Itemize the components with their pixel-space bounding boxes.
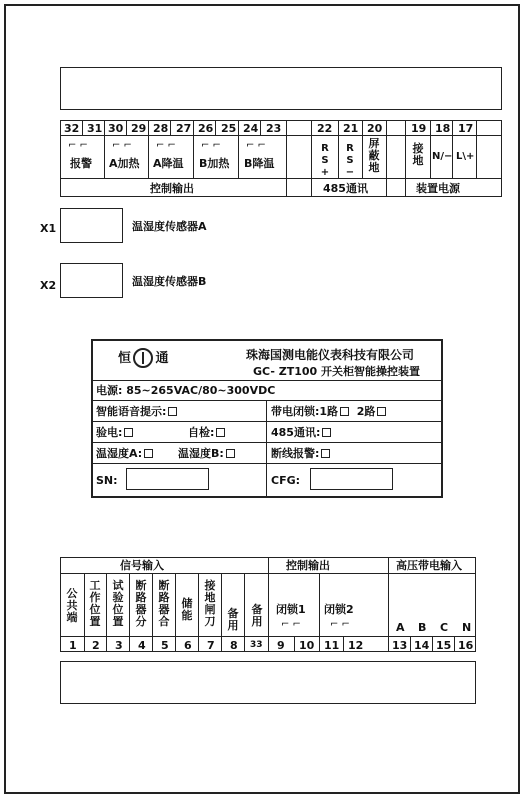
- terminal-number: 13: [392, 639, 408, 652]
- terminal-number: 19: [411, 122, 427, 135]
- terminal-number: 30: [108, 122, 124, 135]
- terminal-number: 1: [69, 639, 77, 652]
- signal-label: 接 地 闸 刀: [204, 579, 216, 628]
- group-485: 485通讯: [323, 182, 368, 195]
- selftest-checkbox[interactable]: [216, 428, 225, 437]
- phase-label: N: [462, 621, 472, 634]
- terminal-number: 6: [184, 639, 192, 652]
- sensor-a-box: [60, 208, 123, 243]
- label-ground: 接 地: [412, 142, 424, 167]
- phase-label: B: [418, 621, 427, 634]
- terminal-number: 20: [367, 122, 383, 135]
- comm-checkbox[interactable]: [322, 428, 331, 437]
- sn-label: SN:: [96, 474, 118, 487]
- label-shield: 屏 蔽 地: [368, 137, 380, 174]
- terminal-number: 23: [266, 122, 282, 135]
- check-label: 验电:: [96, 427, 133, 438]
- terminal-number: 33: [250, 640, 263, 650]
- sn-field[interactable]: [126, 468, 209, 490]
- terminal-number: 17: [458, 122, 474, 135]
- phase-label: C: [440, 621, 449, 634]
- sensor-b-box: [60, 263, 123, 298]
- label-b-heat: B加热: [199, 157, 230, 170]
- terminal-number: 5: [161, 639, 169, 652]
- sensor-tag-x2: X2: [40, 279, 57, 292]
- terminal-number: 18: [435, 122, 451, 135]
- voice-label: 智能语音提示:: [96, 406, 177, 417]
- break-alarm-checkbox[interactable]: [321, 449, 330, 458]
- terminal-number: 28: [153, 122, 169, 135]
- terminal-number: 26: [198, 122, 214, 135]
- terminal-number: 32: [64, 122, 80, 135]
- terminal-number: 4: [138, 639, 146, 652]
- label-n: N/−: [432, 151, 453, 162]
- terminal-number: 15: [436, 639, 452, 652]
- lock2-checkbox[interactable]: [377, 407, 386, 416]
- th-a-label: 温湿度A:: [96, 448, 153, 459]
- relay-contact-icon: ⌐ ⌐: [330, 619, 350, 630]
- phase-label: A: [396, 621, 405, 634]
- signal-label: 断 路 器 分: [135, 579, 147, 628]
- terminal-number: 11: [324, 639, 340, 652]
- signal-label: 断 路 器 合: [158, 579, 170, 628]
- signal-label: 工 作 位 置: [89, 579, 101, 628]
- th-b-checkbox[interactable]: [226, 449, 235, 458]
- lock1-label: 闭锁1: [276, 603, 306, 616]
- terminal-number: 8: [230, 639, 238, 652]
- group-signal-input: 信号输入: [120, 559, 164, 572]
- terminal-number: 14: [414, 639, 430, 652]
- terminal-number: 7: [207, 639, 215, 652]
- product-name: GC- ZT100 开关柜智能操控装置: [253, 365, 421, 378]
- lock1-checkbox[interactable]: [340, 407, 349, 416]
- cfg-label: CFG:: [271, 474, 301, 487]
- power-spec: 电源: 85~265VAC/80~300VDC: [96, 384, 276, 397]
- company-name: 珠海国测电能仪表科技有限公司: [246, 348, 415, 362]
- terminal-number: 10: [299, 639, 315, 652]
- lock-label: 带电闭锁:1路 2路: [271, 406, 386, 417]
- terminal-number: 31: [87, 122, 103, 135]
- label-rs-plus: R S +: [320, 143, 330, 178]
- relay-contact-icon: ⌐ ⌐: [201, 140, 221, 151]
- th-b-label: 温湿度B:: [178, 448, 235, 459]
- terminal-number: 21: [343, 122, 359, 135]
- terminal-number: 25: [221, 122, 237, 135]
- terminal-number: 12: [348, 639, 364, 652]
- label-a-cool: A降温: [153, 157, 184, 170]
- label-alarm: 报警: [70, 157, 92, 170]
- relay-contact-icon: ⌐ ⌐: [112, 140, 132, 151]
- terminal-number: 29: [131, 122, 147, 135]
- break-alarm-label: 断线报警:: [271, 448, 330, 459]
- signal-label: 试 验 位 置: [112, 579, 124, 628]
- label-rs-minus: R S −: [345, 143, 355, 178]
- brand-name: 恒 通: [118, 351, 179, 366]
- bottom-label-box: [60, 661, 476, 704]
- relay-contact-icon: ⌐ ⌐: [281, 619, 301, 630]
- relay-contact-icon: ⌐ ⌐: [156, 140, 176, 151]
- label-l: L\+: [456, 151, 475, 162]
- signal-label: 备 用: [251, 603, 263, 628]
- group-control-output: 控制输出: [150, 182, 194, 195]
- voice-checkbox[interactable]: [168, 407, 177, 416]
- sensor-a-label: 温湿度传感器A: [132, 220, 207, 233]
- check-checkbox[interactable]: [124, 428, 133, 437]
- lock2-label: 闭锁2: [324, 603, 354, 616]
- terminal-number: 2: [92, 639, 100, 652]
- selftest-label: 自检:: [188, 427, 225, 438]
- sensor-b-label: 温湿度传感器B: [132, 275, 207, 288]
- relay-contact-icon: ⌐ ⌐: [246, 140, 266, 151]
- signal-label: 公 共 端: [66, 587, 78, 624]
- terminal-number: 22: [317, 122, 333, 135]
- group-hv-input: 高压带电输入: [396, 559, 462, 572]
- sensor-tag-x1: X1: [40, 222, 57, 235]
- cfg-field[interactable]: [310, 468, 393, 490]
- label-a-heat: A加热: [109, 157, 140, 170]
- comm-label: 485通讯:: [271, 427, 331, 438]
- signal-label: 备 用: [227, 607, 239, 632]
- group-power: 装置电源: [416, 182, 460, 195]
- terminal-number: 3: [115, 639, 123, 652]
- signal-label: 储 能: [181, 597, 193, 622]
- terminal-number: 16: [458, 639, 474, 652]
- terminal-number: 24: [243, 122, 259, 135]
- label-b-cool: B降温: [244, 157, 275, 170]
- top-label-box: [60, 67, 502, 110]
- group-bottom-control: 控制输出: [286, 559, 330, 572]
- terminal-number: 9: [277, 639, 285, 652]
- relay-contact-icon: ⌐ ⌐: [68, 140, 88, 151]
- th-a-checkbox[interactable]: [144, 449, 153, 458]
- terminal-number: 27: [176, 122, 192, 135]
